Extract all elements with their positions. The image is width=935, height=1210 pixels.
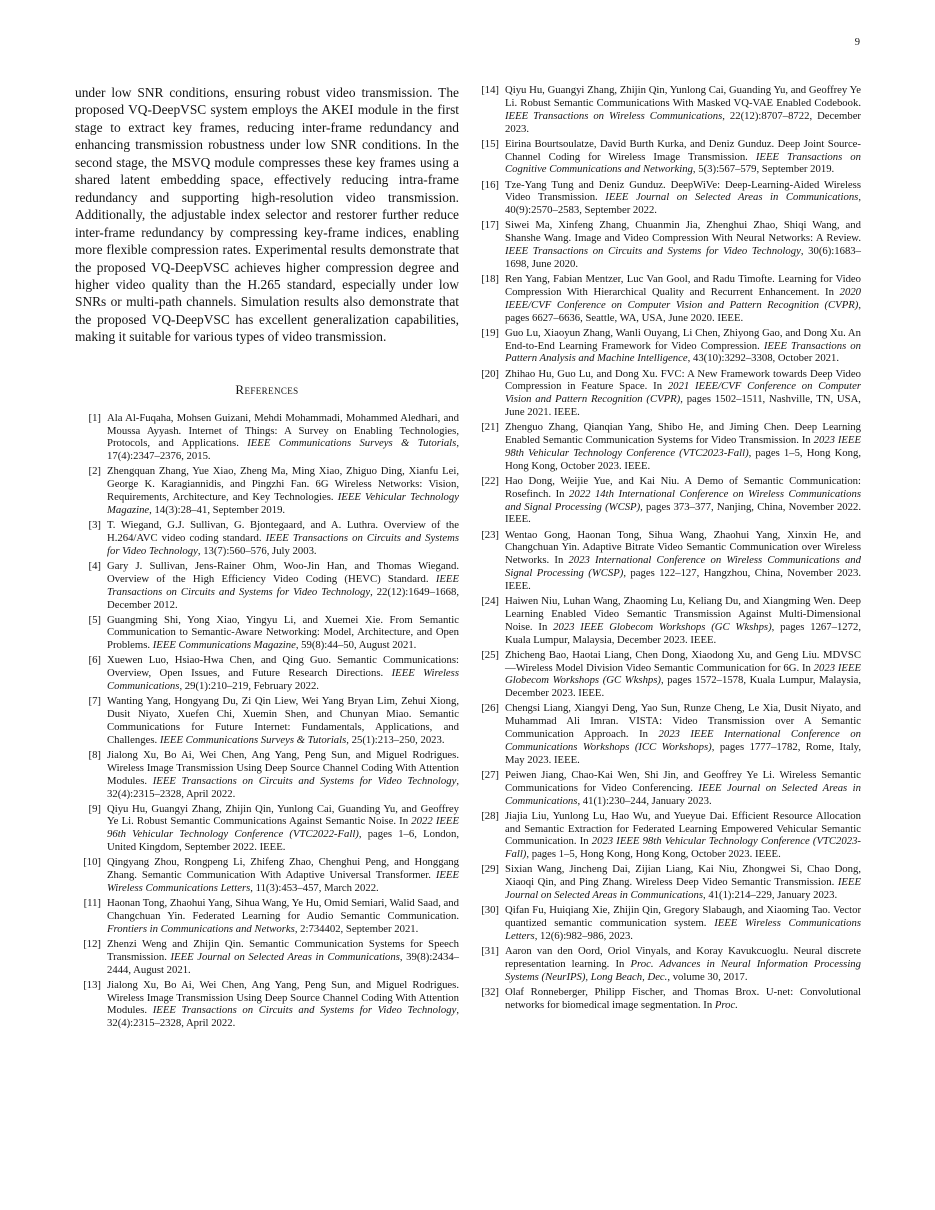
reference-item bbox=[79, 803, 459, 854]
reference-item bbox=[79, 938, 459, 977]
reference-item bbox=[477, 273, 861, 324]
reference-details: , pages 1502–1511, Nashville, TN, USA, June 2021. IEEE. bbox=[505, 393, 861, 419]
reference-item bbox=[477, 475, 861, 526]
reference-authors-title: Guangming Shi, Yong Xiao, Yingyu Li, and Xuemei Xie. From Semantic Communication to Semantic-Aware Networking: Model, Architecture, and Open Problems. bbox=[107, 613, 459, 652]
reference-details: , pages 122–127, Hangzhou, China, November 2023. IEEE. bbox=[505, 567, 861, 592]
reference-item bbox=[79, 749, 459, 800]
reference-number: [17] bbox=[481, 219, 499, 232]
reference-item bbox=[79, 897, 459, 936]
references-list-right bbox=[477, 84, 861, 1012]
reference-number: [23] bbox=[481, 528, 499, 541]
reference-number: [27] bbox=[481, 768, 499, 781]
reference-details: , pages 1267–1272, Kuala Lumpur, Malaysia, December 2023. IEEE. bbox=[505, 620, 861, 646]
reference-text bbox=[505, 327, 861, 365]
reference-item bbox=[79, 614, 459, 653]
reference-venue: IEEE Wireless Communications Letters bbox=[505, 917, 861, 942]
reference-number: [22] bbox=[481, 474, 499, 487]
reference-details: , pages 373–377, Nanjing, China, November 2022. IEEE. bbox=[505, 500, 861, 526]
reference-venue: 2023 IEEE 98th Vehicular Technology Conference (VTC2023-Fall) bbox=[505, 434, 861, 459]
reference-details: , 29(1):210–219, February 2022. bbox=[179, 680, 319, 693]
reference-authors-title: Zhenzi Weng and Zhijin Qin. Semantic Communication Systems for Speech Transmission. bbox=[107, 937, 459, 963]
reference-authors-title: Xuewen Luo, Hsiao-Hwa Chen, and Qing Guo. Semantic Communications: Overview, Open Issues, and Future Research Directions. bbox=[107, 654, 459, 680]
reference-item bbox=[79, 979, 459, 1030]
reference-text bbox=[505, 595, 861, 646]
reference-authors-title: Wanting Yang, Hongyang Du, Zi Qin Liew, Wei Yang Bryan Lim, Zehui Xiong, Dusit Niyato, Xuefen Chi, Xuemin Shen, and Chunyan Miao. Semantic Communications for Future Internet: Fundamentals, Applications, and Challenges. bbox=[107, 695, 459, 746]
reference-venue: IEEE Transactions on Wireless Communications bbox=[505, 109, 723, 122]
reference-venue: IEEE Journal on Selected Areas in Communications bbox=[505, 876, 861, 902]
reference-item bbox=[79, 654, 459, 693]
reference-number: [11] bbox=[83, 897, 101, 910]
reference-authors-title: Wentao Gong, Haonan Tong, Sihua Wang, Zhaohui Yang, Xinxin He, and Changchuan Yin. Adaptive Bitrate Video Semantic Communication over Wireless Networks. In bbox=[505, 528, 861, 567]
reference-details: , 13(7):560–576, July 2003. bbox=[197, 544, 317, 557]
reference-authors-title: Tze-Yang Tung and Deniz Gunduz. DeepWiVe: Deep-Learning-Aided Wireless Video Transmission. bbox=[505, 178, 861, 204]
reference-text bbox=[505, 863, 861, 901]
reference-venue: Proc. bbox=[714, 998, 738, 1011]
reference-details: , 25(1):213–250, 2023. bbox=[346, 733, 445, 746]
reference-item bbox=[477, 529, 861, 593]
reference-item bbox=[79, 519, 459, 558]
reference-number: [7] bbox=[88, 695, 101, 708]
reference-text bbox=[505, 219, 861, 270]
reference-number: [25] bbox=[481, 648, 499, 661]
reference-venue: 2023 IEEE International Conference on Communications Workshops (ICC Workshops) bbox=[505, 728, 861, 753]
reference-number: [6] bbox=[88, 654, 101, 667]
reference-venue: IEEE Transactions on Circuits and Systems for Video Technology bbox=[107, 572, 459, 598]
reference-item bbox=[79, 412, 459, 463]
reference-text bbox=[107, 938, 459, 976]
reference-item bbox=[477, 649, 861, 700]
reference-details: , 2:734402, September 2021. bbox=[294, 922, 419, 935]
reference-details: , pages 1572–1578, Kuala Lumpur, Malaysia, December 2023. IEEE. bbox=[505, 674, 861, 700]
reference-venue: IEEE Communications Surveys & Tutorials bbox=[247, 437, 457, 450]
reference-text bbox=[107, 803, 459, 854]
reference-authors-title: Peiwen Jiang, Chao-Kai Wen, Shi Jin, and Geoffrey Ye Li. Wireless Semantic Communications for Video Conferencing. bbox=[505, 768, 861, 794]
reference-authors-title: Jialong Xu, Bo Ai, Wei Chen, Ang Yang, Peng Sun, and Miguel Rodrigues. Wireless Image Transmission Using Deep Source Channel Coding With Attention Modules. bbox=[107, 978, 459, 1017]
conclusion-paragraph: under low SNR conditions, ensuring robust video transmission. The proposed VQ-DeepVSC system employs the AKEI module in the first stage to extract key frames, reducing inter-frame redundancy and enhancing transmission robustness under low SNR conditions. In the second stage, the MSVQ module compresses these key frames using a shared latent embedding space, effectively reducing intra-frame redundancy and supporting high-resolution video transmission. Additionally, the adjustable index selector and restorer further reduce inter-frame redundancy by compressing key-frame indices, enabling more flexible compression rates. Experimental results demonstrate that the proposed VQ-DeepVSC achieves higher compression degree and higher video quality than the H.265 standard, especially under low SNRs or multi-path channels. Simulation results also demonstrate that the proposed VQ-DeepVSC has excellent generalization capabilities, making it suitable for various types of video transmission. bbox=[75, 85, 459, 345]
reference-authors-title: Jiajia Liu, Yunlong Lu, Hao Wu, and Yueyue Dai. Efficient Resource Allocation and Semantic Extraction for Federated Learning Empowered Vehicular Semantic Communication. In bbox=[505, 809, 861, 848]
reference-authors-title: T. Wiegand, G.J. Sullivan, G. Bjontegaard, and A. Luthra. Overview of the H.264/AVC video coding standard. bbox=[107, 519, 459, 544]
reference-number: [3] bbox=[88, 519, 101, 532]
reference-text bbox=[505, 810, 861, 861]
reference-details: , volume 30, 2017. bbox=[667, 970, 748, 983]
reference-details: , pages 1–6, London, United Kingdom, September 2022. IEEE. bbox=[107, 828, 459, 854]
reference-number: [31] bbox=[481, 945, 499, 958]
reference-authors-title: Qingyang Zhou, Rongpeng Li, Zhifeng Zhao, Chenghui Peng, and Honggang Zhang. Semantic Communication With Adaptive Universal Transformer. bbox=[107, 856, 459, 882]
reference-details: , 32(4):2315–2328, April 2022. bbox=[107, 774, 460, 800]
reference-text bbox=[107, 695, 459, 746]
reference-item bbox=[477, 84, 861, 135]
reference-details: , 12(6):982–986, 2023. bbox=[534, 929, 633, 942]
reference-details: , 41(1):214–229, January 2023. bbox=[703, 889, 838, 902]
reference-details: , 14(3):28–41, September 2019. bbox=[149, 504, 286, 516]
reference-text bbox=[505, 421, 861, 472]
reference-details: , pages 1–5, Hong Kong, Hong Kong, October 2023. IEEE. bbox=[505, 446, 861, 472]
reference-venue: Frontiers in Communications and Networks bbox=[107, 922, 295, 935]
reference-details: , pages 1–5, Hong Kong, Hong Kong, October 2023. IEEE. bbox=[526, 848, 781, 861]
reference-item bbox=[477, 986, 861, 1012]
reference-item bbox=[477, 421, 861, 472]
reference-venue: IEEE Communications Surveys & Tutorials bbox=[159, 733, 347, 746]
reference-venue: IEEE Transactions on Circuits and Systems for Video Technology bbox=[107, 531, 459, 557]
reference-authors-title: Aaron van den Oord, Oriol Vinyals, and Koray Kavukcuoglu. Neural discrete representation learning. In bbox=[505, 945, 861, 970]
reference-item bbox=[477, 219, 861, 270]
reference-number: [19] bbox=[481, 326, 499, 339]
reference-venue: 2023 IEEE Globecom Workshops (GC Wkshps) bbox=[505, 661, 861, 687]
reference-text bbox=[107, 979, 459, 1030]
reference-authors-title: Siwei Ma, Xinfeng Zhang, Chuanmin Jia, Zhenghui Zhao, Shiqi Wang, and Shanshe Wang. Image and Video Compression With Neural Networks: A Review. bbox=[505, 219, 861, 245]
reference-text bbox=[505, 179, 861, 217]
page-number: 9 bbox=[854, 37, 860, 48]
reference-item bbox=[79, 465, 459, 516]
reference-venue: 2022 14th International Conference on Wireless Communications and Signal Processing (WCSP) bbox=[505, 487, 861, 513]
reference-venue: 2023 IEEE Globecom Workshops (GC Wkshps) bbox=[553, 620, 772, 633]
left-column bbox=[75, 84, 459, 1032]
reference-authors-title: Zhengquan Zhang, Yue Xiao, Zheng Ma, Ming Xiao, Zhiguo Ding, Xianfu Lei, George K. Karagiannidis, and Pingzhi Fan. 6G Wireless Networks: Vision, Requirements, Architecture, and Key Technologies. bbox=[107, 465, 459, 504]
reference-authors-title: Sixian Wang, Jincheng Dai, Zijian Liang, Kai Niu, Zhongwei Si, Chao Dong, Xiaoqi Qin, and Ping Zhang. Wireless Deep Video Semantic Transmission. bbox=[505, 863, 861, 889]
reference-text bbox=[107, 749, 459, 800]
reference-authors-title: Zhihao Hu, Guo Lu, and Dong Xu. FVC: A New Framework towards Deep Video Compression in Feature Space. In bbox=[505, 367, 861, 393]
reference-text bbox=[505, 702, 861, 765]
reference-details: , 43(10):3292–3308, October 2021. bbox=[687, 352, 840, 365]
reference-number: [13] bbox=[83, 978, 101, 991]
reference-text bbox=[505, 273, 861, 324]
reference-number: [1] bbox=[88, 411, 101, 424]
reference-number: [24] bbox=[481, 595, 499, 608]
reference-number: [9] bbox=[88, 802, 101, 815]
reference-item bbox=[477, 138, 861, 177]
reference-venue: IEEE Wireless Communications Letters bbox=[107, 869, 459, 894]
reference-details: , 40(9):2570–2583, September 2022. bbox=[505, 191, 861, 217]
reference-text bbox=[505, 475, 861, 526]
reference-authors-title: Jialong Xu, Bo Ai, Wei Chen, Ang Yang, Peng Sun, and Miguel Rodrigues. Wireless Image Transmission Using Deep Source Channel Coding With Attention Modules. bbox=[107, 748, 459, 787]
reference-venue: IEEE Journal on Selected Areas in Communications bbox=[605, 191, 859, 204]
reference-item bbox=[477, 179, 861, 218]
reference-authors-title: Hao Dong, Weijie Yue, and Kai Niu. A Demo of Semantic Communication: Rosefinch. In bbox=[505, 474, 861, 500]
reference-item bbox=[477, 945, 861, 984]
reference-item bbox=[477, 769, 861, 808]
reference-venue: IEEE Transactions on Pattern Analysis and Machine Intelligence bbox=[505, 339, 861, 365]
reference-venue: 2022 IEEE 96th Vehicular Technology Conference (VTC2022-Fall) bbox=[107, 815, 459, 841]
reference-text bbox=[505, 529, 861, 592]
reference-details: , pages 6627–6636, Seattle, WA, USA, June 2020. IEEE. bbox=[505, 298, 861, 324]
reference-item bbox=[79, 856, 459, 895]
reference-authors-title: Ala Al-Fuqaha, Mohsen Guizani, Mehdi Mohammadi, Mohammed Aledhari, and Moussa Ayyash. Internet of Things: A Survey on Enabling Technologies, Protocols, and Applications. bbox=[107, 411, 459, 450]
reference-number: [29] bbox=[481, 863, 499, 876]
reference-authors-title: Eirina Bourtsoulatze, David Burth Kurka, and Deniz Gunduz. Deep Joint Source-Channel Coding for Wireless Image Transmission. bbox=[505, 137, 861, 163]
reference-number: [16] bbox=[481, 178, 499, 191]
reference-details: , 39(8):2434–2444, August 2021. bbox=[107, 950, 460, 976]
reference-details: , 5(3):567–579, September 2019. bbox=[692, 163, 835, 176]
reference-venue: IEEE Transactions on Circuits and Systems for Video Technology bbox=[152, 1004, 457, 1017]
reference-text bbox=[505, 649, 861, 700]
reference-venue: Proc. Advances in Neural Information Processing Systems (NeurIPS), Long Beach, Dec. bbox=[505, 957, 861, 983]
references-list-left bbox=[75, 412, 459, 1030]
reference-authors-title: Haonan Tong, Zhaohui Yang, Sihua Wang, Ye Hu, Omid Semiari, Walid Saad, and Changchuan Yin. Federated Learning for Audio Semantic Communication. bbox=[107, 897, 459, 922]
reference-text bbox=[107, 897, 459, 935]
reference-details: , 22(12):1649–1668, December 2012. bbox=[107, 585, 459, 611]
reference-authors-title: Guo Lu, Xiaoyun Zhang, Wanli Ouyang, Li Chen, Zhiyong Gao, and Dong Xu. An End-to-End Learning Framework for Video Compression. bbox=[505, 326, 861, 352]
reference-item bbox=[79, 695, 459, 746]
reference-number: [2] bbox=[88, 465, 101, 478]
reference-number: [12] bbox=[83, 937, 101, 950]
reference-item bbox=[477, 702, 861, 766]
reference-text bbox=[107, 465, 459, 516]
reference-item bbox=[477, 904, 861, 943]
reference-number: [10] bbox=[83, 856, 101, 869]
reference-item bbox=[477, 810, 861, 861]
reference-venue: IEEE Journal on Selected Areas in Communications bbox=[505, 781, 861, 807]
reference-text bbox=[505, 945, 861, 983]
reference-number: [4] bbox=[88, 559, 101, 572]
reference-venue: IEEE Transactions on Circuits and Systems for Video Technology bbox=[505, 245, 801, 258]
reference-details: , 11(3):453–457, March 2022. bbox=[250, 882, 379, 894]
reference-details: , 17(4):2347–2376, 2015. bbox=[107, 437, 459, 463]
reference-details: , 22(12):8707–8722, December 2023. bbox=[505, 109, 861, 135]
reference-details: , 41(1):230–244, January 2023. bbox=[577, 794, 712, 807]
reference-number: [26] bbox=[481, 702, 499, 715]
reference-number: [18] bbox=[481, 273, 499, 285]
reference-text bbox=[505, 138, 861, 176]
reference-text bbox=[107, 519, 459, 557]
reference-number: [32] bbox=[481, 985, 499, 998]
reference-authors-title: Zhenguo Zhang, Qianqian Yang, Shibo He, and Jiming Chen. Deep Learning Enabled Semantic Communication Systems for Video Transmission. In bbox=[505, 421, 861, 447]
reference-authors-title: Gary J. Sullivan, Jens-Rainer Ohm, Woo-Jin Han, and Thomas Wiegand. Overview of the High Efficiency Video Coding (HEVC) Standard. bbox=[107, 559, 459, 585]
reference-authors-title: Qifan Fu, Huiqiang Xie, Zhijin Qin, Gregory Slabaugh, and Xiaoming Tao. Vector quantized semantic communication system. bbox=[505, 904, 861, 930]
reference-text bbox=[505, 986, 861, 1011]
reference-item bbox=[477, 368, 861, 419]
reference-authors-title: Qiyu Hu, Guangyi Zhang, Zhijin Qin, Yunlong Cai, Guanding Yu, and Geoffrey Ye Li. Robust Semantic Communications With Masked VQ-VAE Enabled Codebook. bbox=[505, 84, 861, 109]
reference-details: , 59(8):44–50, August 2021. bbox=[295, 639, 417, 652]
reference-venue: IEEE Vehicular Technology Magazine bbox=[107, 491, 459, 516]
reference-venue: 2020 IEEE/CVF Conference on Computer Vision and Pattern Recognition (CVPR) bbox=[505, 285, 861, 311]
reference-text bbox=[505, 769, 861, 807]
reference-text bbox=[107, 856, 459, 894]
reference-number: [14] bbox=[481, 84, 499, 96]
reference-text bbox=[107, 412, 459, 463]
reference-venue: IEEE Communications Magazine bbox=[152, 639, 296, 652]
reference-details: , pages 1777–1782, Rome, Italy, May 2023. IEEE. bbox=[505, 740, 861, 766]
reference-item bbox=[477, 595, 861, 646]
reference-venue: IEEE Transactions on Circuits and Systems for Video Technology bbox=[152, 774, 457, 787]
reference-text bbox=[505, 904, 861, 942]
reference-text bbox=[107, 560, 459, 611]
reference-authors-title: Zhicheng Bao, Haotai Liang, Chen Dong, Xiaodong Xu, and Geng Liu. MDVSC—Wireless Model Division Video Semantic Communication for 6G. In bbox=[505, 648, 861, 674]
reference-text bbox=[505, 368, 861, 419]
reference-text bbox=[505, 84, 861, 135]
reference-authors-title: Olaf Ronneberger, Philipp Fischer, and Thomas Brox. U-net: Convolutional networks for biomedical image segmentation. In bbox=[505, 985, 861, 1011]
reference-number: [30] bbox=[481, 904, 499, 917]
reference-number: [28] bbox=[481, 809, 499, 822]
reference-details: , 30(6):1683–1698, June 2020. bbox=[505, 245, 861, 270]
reference-details: , 32(4):2315–2328, April 2022. bbox=[107, 1004, 460, 1030]
reference-venue: IEEE Journal on Selected Areas in Communications bbox=[170, 950, 400, 963]
reference-authors-title: Qiyu Hu, Guangyi Zhang, Zhijin Qin, Yunlong Cai, Guanding Yu, and Geoffrey Ye Li. Robust Semantic Communications Against Semantic Noise. In bbox=[107, 802, 459, 828]
right-column bbox=[477, 84, 861, 1014]
reference-venue: 2023 IEEE 98th Vehicular Technology Conference (VTC2023-Fall) bbox=[505, 835, 861, 861]
reference-authors-title: Ren Yang, Fabian Mentzer, Luc Van Gool, and Radu Timofte. Learning for Video Compression With Hierarchical Quality and Recurrent Enhancement. In bbox=[505, 273, 861, 298]
reference-number: [20] bbox=[481, 367, 499, 380]
reference-text bbox=[107, 614, 459, 652]
reference-authors-title: Chengsi Liang, Xiangyi Deng, Yao Sun, Runze Cheng, Le Xia, Dusit Niyato, and Muhammad Ali Imran. VISTA: Video Transmission over A Semantic Communication Approach. In bbox=[505, 702, 861, 741]
reference-item bbox=[477, 327, 861, 366]
reference-item bbox=[477, 863, 861, 902]
reference-number: [21] bbox=[481, 421, 499, 434]
reference-venue: 2021 IEEE/CVF Conference on Computer Vision and Pattern Recognition (CVPR) bbox=[505, 380, 861, 406]
reference-authors-title: Haiwen Niu, Luhan Wang, Zhaoming Lu, Keliang Du, and Xiangming Wen. Deep Learning Enabled Video Semantic Transmission Against Multi-Dimensional Noise. In bbox=[505, 595, 861, 633]
reference-number: [8] bbox=[88, 748, 101, 761]
reference-venue: IEEE Transactions on Cognitive Communications and Networking bbox=[505, 150, 861, 176]
references-heading: References bbox=[235, 381, 299, 397]
reference-venue: IEEE Wireless Communications bbox=[107, 667, 459, 693]
reference-venue: 2023 International Conference on Wireless Communications and Signal Processing (WCSP) bbox=[505, 554, 861, 580]
reference-number: [15] bbox=[481, 137, 499, 150]
reference-number: [5] bbox=[88, 613, 101, 626]
reference-item bbox=[79, 560, 459, 611]
reference-text bbox=[107, 654, 459, 692]
